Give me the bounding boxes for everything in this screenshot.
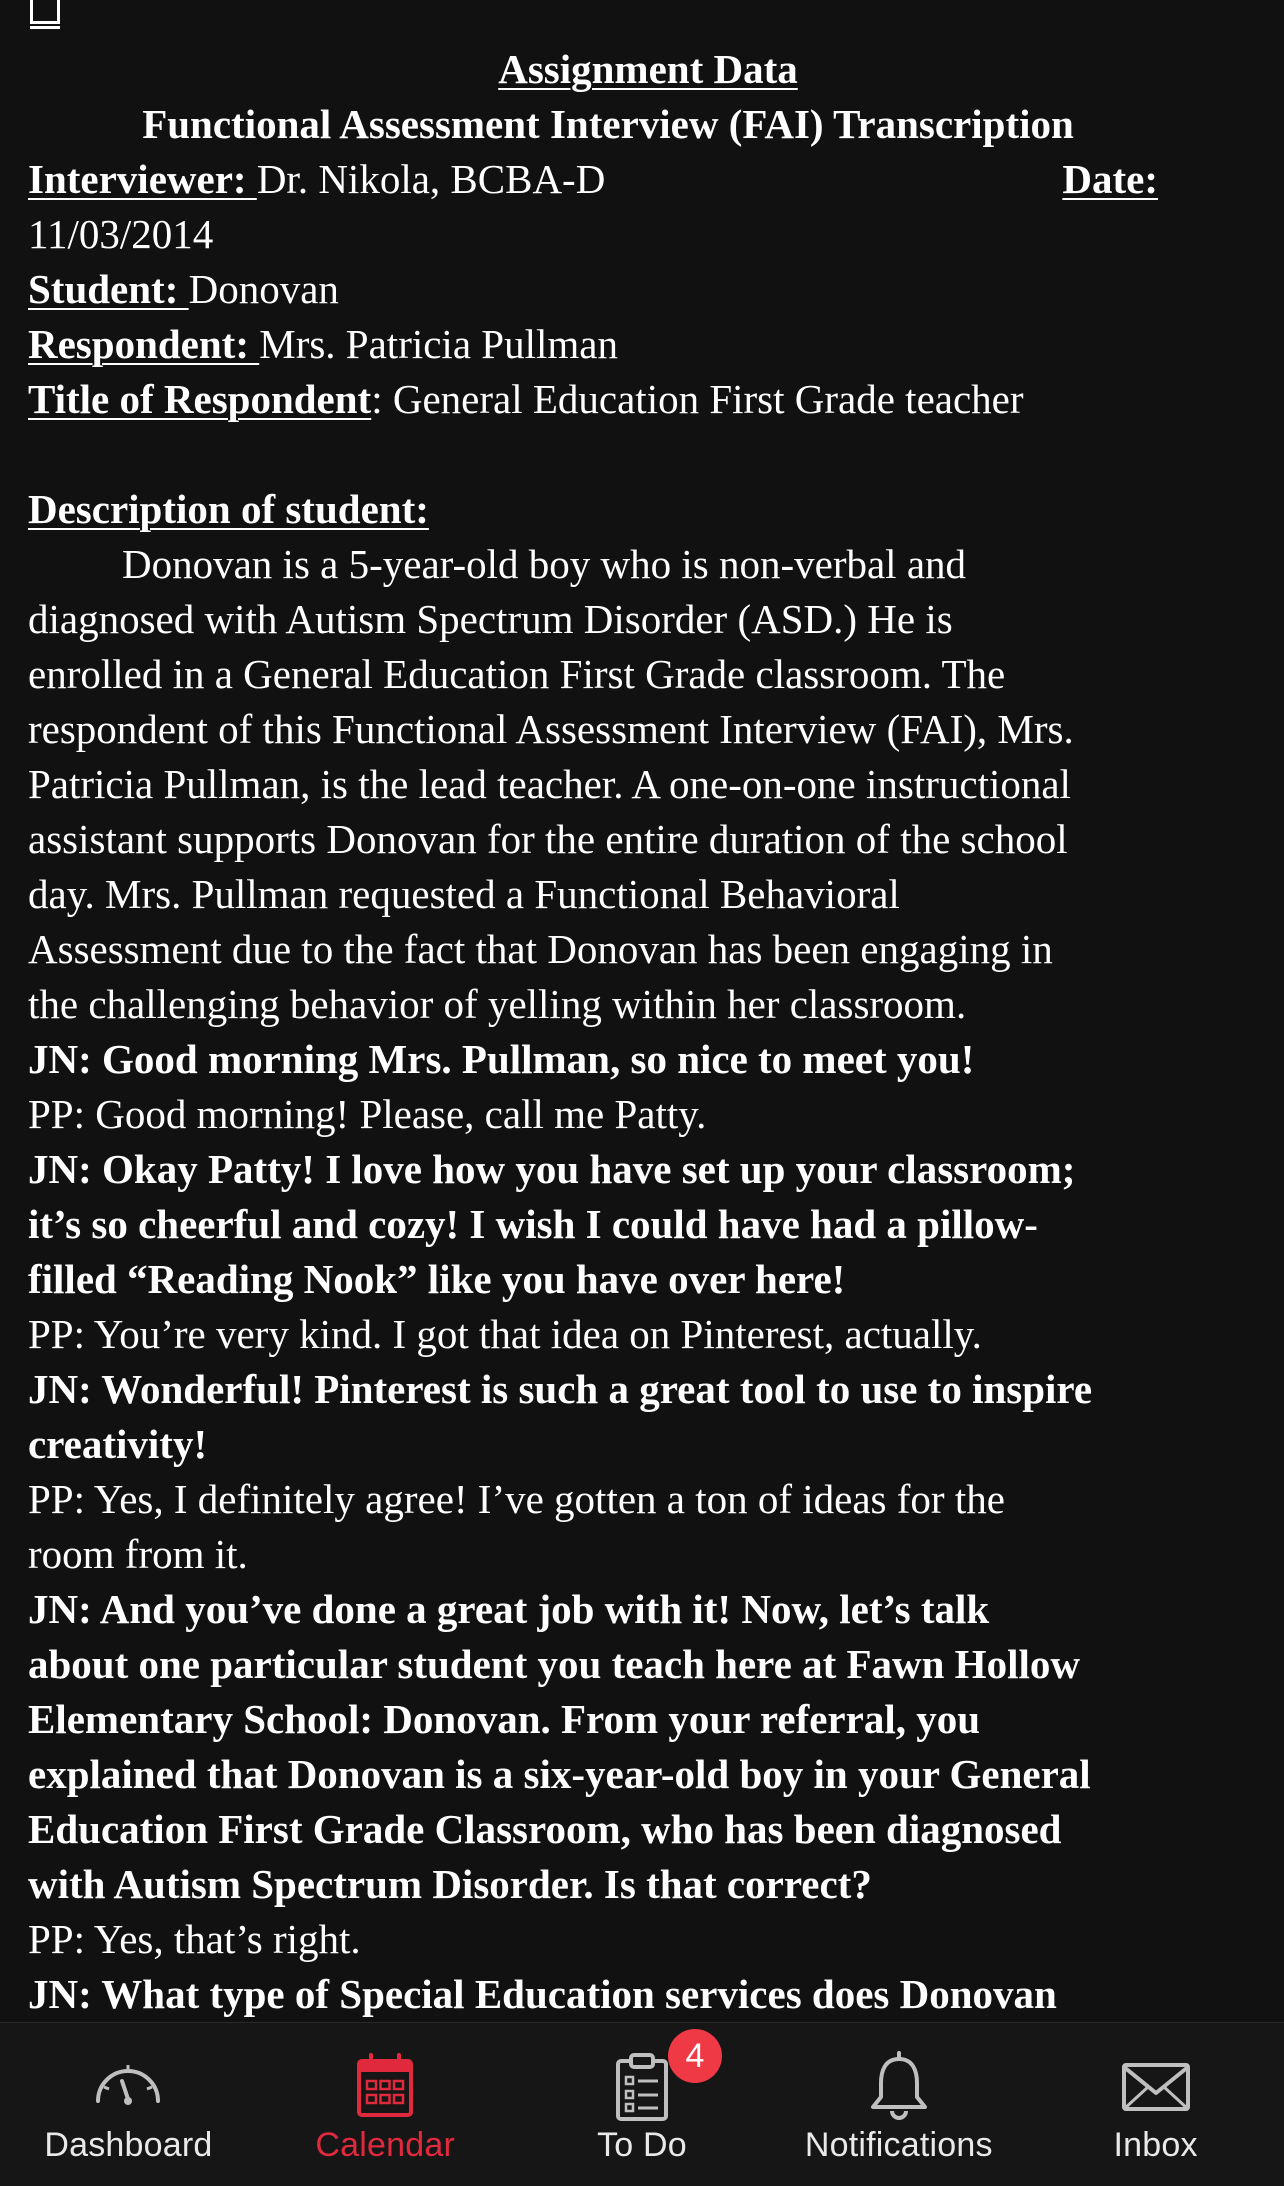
tab-calendar[interactable] — [257, 2023, 514, 2186]
todo-count-badge: 4 — [668, 2029, 722, 2083]
tab-calendar-label: Calendar — [315, 2126, 455, 2164]
respondent-value: Mrs. Patricia Pullman — [259, 321, 618, 367]
interviewer-value: Dr. Nikola, BCBA-D — [256, 156, 606, 202]
tab-dashboard[interactable] — [0, 2023, 257, 2186]
student-value: Donovan — [188, 266, 339, 312]
document-title: Assignment Data — [498, 46, 798, 92]
transcript-line: PP: Yes, that’s right. — [28, 1916, 361, 1962]
transcript-line: filled “Reading Nook” like you have over here! — [28, 1256, 846, 1302]
transcript-line: PP: Yes, I definitely agree! I’ve gotten a ton of ideas for the — [28, 1476, 1005, 1522]
tab-inbox-label: Inbox — [1113, 2126, 1198, 2164]
student-label: Student: — [28, 266, 189, 312]
tab-dashboard-label: Dashboard — [44, 2126, 213, 2164]
student-row — [28, 262, 1268, 317]
document-content — [28, 42, 1268, 2022]
transcript-line: PP: Good morning! Please, call me Patty. — [28, 1091, 707, 1137]
envelope-icon — [1116, 2047, 1196, 2127]
title-of-respondent-value: : General Education First Grade teacher — [371, 376, 1024, 422]
calendar-icon — [345, 2047, 425, 2127]
transcript-line: room from it. — [28, 1531, 248, 1577]
tab-todo[interactable] — [514, 2023, 771, 2186]
document-subtitle: Functional Assessment Interview (FAI) Transcription — [142, 101, 1074, 147]
transcript-line: Patricia Pullman, is the lead teacher. A one-on-one instructional — [28, 761, 1071, 807]
transcript-line: Elementary School: Donovan. From your referral, you — [28, 1696, 981, 1742]
description-heading: Description of student: — [28, 486, 429, 532]
respondent-row — [28, 317, 1268, 372]
title-of-respondent-row — [28, 372, 1268, 427]
transcript-line: about one particular student you teach here at Fawn Hollow — [28, 1641, 1080, 1687]
tab-notifications[interactable] — [770, 2023, 1027, 2186]
interviewer-label: Interviewer: — [28, 156, 257, 202]
transcript-line: JN: What type of Special Education services does Donovan — [28, 1971, 1057, 2017]
bottom-tab-bar — [0, 2022, 1284, 2186]
transcript-line: diagnosed with Autism Spectrum Disorder (ASD.) He is — [28, 596, 953, 642]
transcript-line: with Autism Spectrum Disorder. Is that correct? — [28, 1861, 872, 1907]
tab-todo-label: To Do — [597, 2126, 687, 2164]
blank-line — [28, 427, 1268, 482]
transcript-line: it’s so cheerful and cozy! I wish I could have had a pillow- — [28, 1201, 1038, 1247]
transcript-line: JN: And you’ve done a great job with it! Now, let’s talk — [28, 1586, 990, 1632]
title-of-respondent-label: Title of Respondent — [28, 376, 372, 422]
interviewer-row — [28, 152, 1268, 207]
date-value: 11/03/2014 — [28, 211, 214, 257]
date-label: Date: — [1062, 156, 1158, 202]
transcript-body — [28, 537, 1268, 2022]
transcript-line: assistant supports Donovan for the entire duration of the school — [28, 816, 1068, 862]
interviewer-field — [28, 152, 605, 207]
transcript-line: PP: You’re very kind. I got that idea on Pinterest, actually. — [28, 1311, 982, 1357]
transcript-line: Education First Grade Classroom, who has been diagnosed — [28, 1806, 1062, 1852]
transcript-line: enrolled in a General Education First Grade classroom. The — [28, 651, 1006, 697]
transcript-line: day. Mrs. Pullman requested a Functional Behavioral — [28, 871, 900, 917]
transcript-line: creativity! — [28, 1421, 208, 1467]
checkbox-glyph-icon — [30, 0, 60, 24]
tab-inbox[interactable] — [1027, 2023, 1284, 2186]
transcript-line: Donovan is a 5-year-old boy who is non-verbal and — [122, 541, 967, 587]
transcript-line: explained that Donovan is a six-year-old boy in your General — [28, 1751, 1091, 1797]
transcript-line: JN: Good morning Mrs. Pullman, so nice to meet you! — [28, 1036, 975, 1082]
transcript-line: respondent of this Functional Assessment Interview (FAI), Mrs. — [28, 706, 1074, 752]
transcript-line: Assessment due to the fact that Donovan has been engaging in — [28, 926, 1053, 972]
tab-notifications-label: Notifications — [804, 2126, 993, 2164]
bell-icon — [859, 2047, 939, 2127]
transcript-line: JN: Wonderful! Pinterest is such a great tool to use to inspire — [28, 1366, 1093, 1412]
transcript-line: JN: Okay Patty! I love how you have set up your classroom; — [28, 1146, 1076, 1192]
dashboard-gauge-icon — [88, 2047, 168, 2127]
respondent-label: Respondent: — [28, 321, 260, 367]
transcript-line: the challenging behavior of yelling within her classroom. — [28, 981, 967, 1027]
